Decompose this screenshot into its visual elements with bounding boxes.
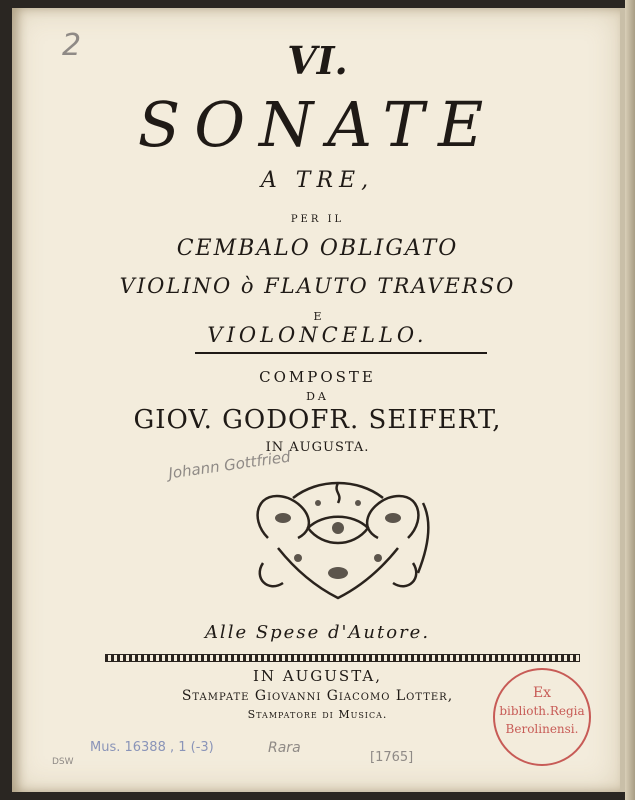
title-e: E	[313, 310, 322, 323]
title-number: VI.	[287, 38, 348, 83]
library-stamp	[493, 668, 591, 766]
imprint-role: Stampatore di Musica.	[247, 708, 388, 721]
ornamental-border-line	[105, 654, 580, 662]
stamp-line-1: Ex	[532, 685, 552, 701]
imprint-printer: Stampate Giovanni Giacomo Lotter,	[181, 688, 454, 704]
composer-place: IN AUGUSTA.	[265, 440, 370, 455]
imprint-city: IN AUGUSTA,	[253, 667, 382, 685]
title-per-il: PER IL	[290, 214, 345, 225]
title-line-violino: VIOLINO ò FLAUTO TRAVERSO	[119, 274, 516, 298]
composer-name: GIOV. GODOFR. SEIFERT,	[133, 405, 502, 435]
imprint-cost: Alle Spese d'Autore.	[204, 622, 431, 643]
stamp-line-3: Berolinensi.	[505, 722, 579, 736]
pencil-year: [1765]	[370, 750, 414, 765]
pencil-composer-note: Johann Gottfried	[167, 447, 292, 483]
divider-rule	[195, 352, 487, 354]
pencil-left-mark: DSW	[52, 757, 74, 767]
composer-da: DA	[306, 390, 329, 403]
shelfmark-label: Mus. 16388 , 1 (-3)	[90, 740, 214, 755]
title-sub: A TRE,	[260, 168, 375, 193]
stamp-line-2: biblioth.Regia	[499, 704, 585, 718]
title-line-violoncello: VIOLONCELLO.	[207, 323, 428, 347]
pencil-corner-number: 2	[62, 28, 82, 63]
title-main: SONATE	[137, 88, 498, 161]
pencil-rara: Rara	[268, 740, 301, 756]
title-line-cembalo: CEMBALO OBLIGATO	[176, 236, 459, 261]
ornament-vignette	[238, 478, 438, 608]
composer-composte: COMPOSTE	[259, 368, 376, 386]
